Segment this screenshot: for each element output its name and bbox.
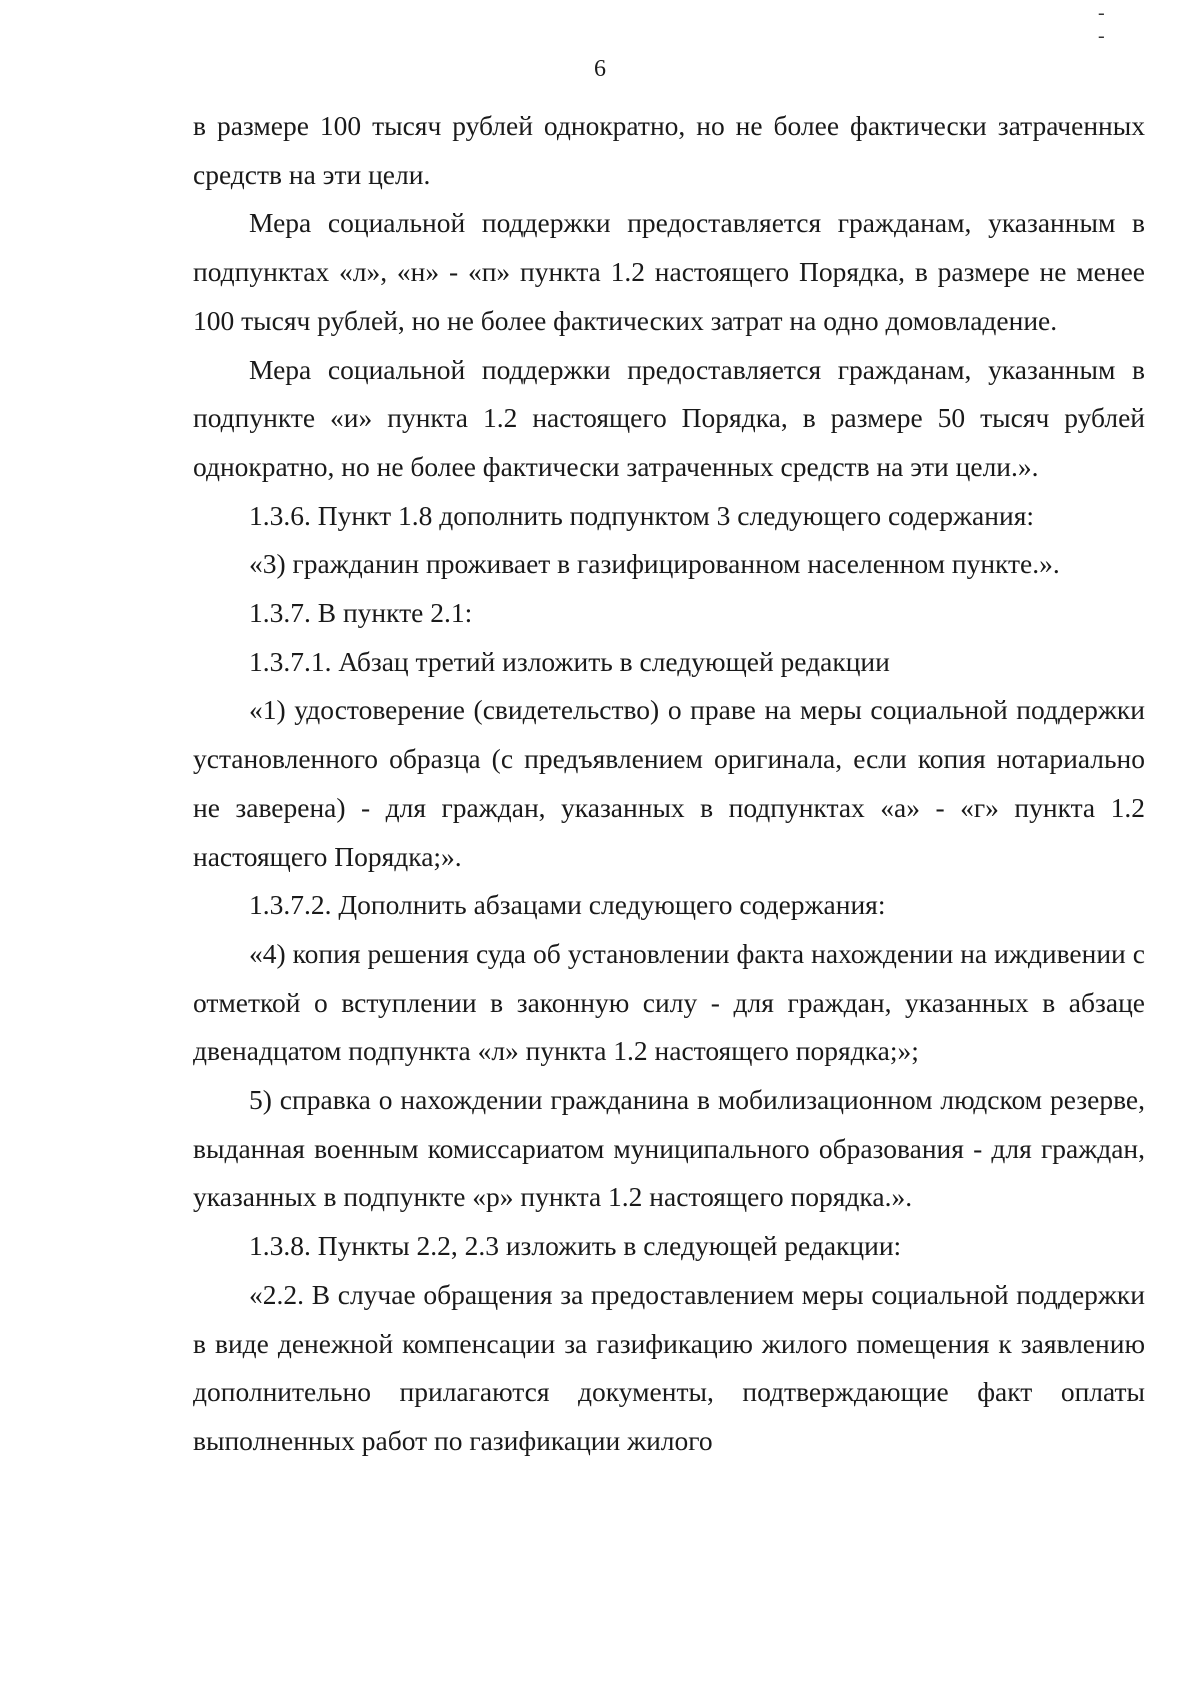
paragraph: 1.3.7.2. Дополнить абзацами следующего содержания: bbox=[249, 889, 886, 921]
page-number: 6 bbox=[594, 56, 606, 82]
paragraph: 1.3.7. В пункте 2.1: bbox=[249, 597, 473, 629]
paragraph: «3) гражданин проживает в газифицированном населенном пункте.». bbox=[249, 548, 1060, 580]
corner-marks: - - bbox=[1098, 2, 1133, 47]
document-body bbox=[193, 102, 1145, 1466]
paragraph: 1.3.7.1. Абзац третий изложить в следующей редакции bbox=[249, 645, 890, 677]
paragraph: «4) копия решения суда об установлении факта нахождении на иждивении с отметкой о вступлении в законную силу - для граждан, указанных в абзаце двенадцатом подпункта «л» пункта 1.2 настоящего порядка;»; bbox=[193, 937, 1145, 1067]
paragraph-continuation: в размере 100 тысяч рублей однократно, но не более фактически затраченных средств на эти цели. bbox=[193, 110, 1145, 190]
paragraph: Мера социальной поддержки предоставляется гражданам, указанным в подпункте «и» пункта 1.2 настоящего Порядка, в размере 50 тысяч рублей однократно, но не более фактически затраченных средств на эти цели.». bbox=[193, 353, 1145, 482]
paragraph: Мера социальной поддержки предоставляется гражданам, указанным в подпунктах «л», «н» - «п» пункта 1.2 настоящего Порядка, в размере не менее 100 тысяч рублей, но не более фактических затрат на одно домовладение. bbox=[193, 207, 1145, 336]
paragraph: 5) справка о нахождении гражданина в мобилизационном людском резерве, выданная военным комиссариатом муниципального образования - для граждан, указанных в подпункте «р» пункта 1.2 настоящего порядка.». bbox=[193, 1084, 1145, 1213]
paragraph: «1) удостоверение (свидетельство) о праве на меры социальной поддержки установленного образца (с предъявлением оригинала, если копия нотариально не заверена) - для граждан, указанных в подпунктах «а» - «г» пункта 1.2 настоящего Порядка;». bbox=[193, 694, 1145, 872]
paragraph: «2.2. В случае обращения за предоставлением меры социальной поддержки в виде денежной компенсации за газификацию жилого помещения к заявлению дополнительно прилагаются документы, подтверждающие факт оплаты выполненных работ по газификации жилого bbox=[193, 1278, 1145, 1456]
paragraph: 1.3.8. Пункты 2.2, 2.3 изложить в следующей редакции: bbox=[249, 1230, 902, 1262]
paragraph: 1.3.6. Пункт 1.8 дополнить подпунктом 3 следующего содержания: bbox=[249, 499, 1034, 531]
